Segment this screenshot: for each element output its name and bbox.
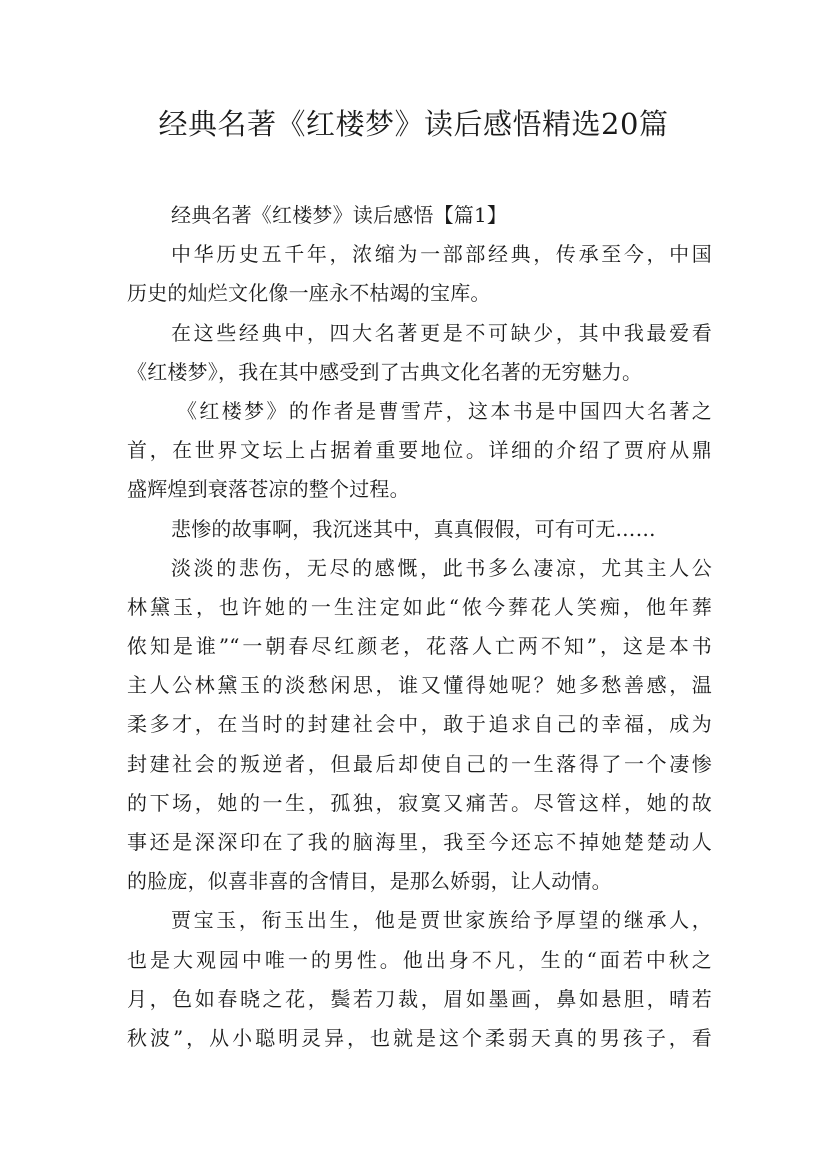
paragraph-line: 秋波”，从小聪明灵异，也就是这个柔弱天真的男孩子，看 [127,1025,712,1050]
paragraph-line: 柔多才，在当时的封建社会中，敢于追求自己的幸福，成为 [127,712,712,737]
paragraph-line: 首，在世界文坛上占据着重要地位。详细的介绍了贾府从鼎 [127,438,712,463]
document-body [127,196,712,1058]
paragraph-line: 在这些经典中，四大名著更是不可缺少，其中我最爱看 [171,320,712,345]
paragraph-line: 《红楼梦》，我在其中感受到了古典文化名著的无穷魅力。 [127,359,643,384]
paragraph-line: 淡淡的悲伤，无尽的感慨，此书多么凄凉，尤其主人公 [171,555,712,580]
paragraph-line: 月，色如春晓之花，鬓若刀裁，眉如墨画，鼻如悬胆，晴若 [127,986,712,1011]
section-heading: 经典名著《红楼梦》读后感悟【篇1】 [171,203,508,227]
paragraph-line: 侬知是谁”“一朝春尽红颜老，花落人亡两不知”，这是本书 [127,634,712,659]
paragraph-line: 封建社会的叛逆者，但最后却使自己的一生落得了一个凄惨 [127,751,712,776]
paragraph-line: 主人公林黛玉的淡愁闲思，谁又懂得她呢？她多愁善感，温 [127,673,712,698]
paragraph-line: 事还是深深印在了我的脑海里，我至今还忘不掉她楚楚动人 [127,830,712,854]
paragraph-line: 的下场，她的一生，孤独，寂寞又痛苦。尽管这样，她的故 [127,790,712,815]
paragraph-line: 的脸庞，似喜非喜的含情目，是那么娇弱，让人动情。 [127,869,612,894]
paragraph-line: 《红楼梦》的作者是曹雪芹，这本书是中国四大名著之 [177,398,712,423]
paragraph-line: 盛辉煌到衰落苍凉的整个过程。 [127,477,410,502]
paragraph-line: 贾宝玉，衔玉出生，他是贾世家族给予厚望的继承人， [171,908,712,933]
paragraph-line: 悲惨的故事啊，我沉迷其中，真真假假，可有可无…… [171,516,656,541]
paragraph-line: 林黛玉，也许她的一生注定如此“侬今葬花人笑痴，他年葬 [127,594,712,619]
paragraph-line: 中华历史五千年，浓缩为一部部经典，传承至今，中国 [171,242,712,267]
paragraph-line: 历史的灿烂文化像一座永不枯竭的宝库。 [127,281,491,306]
paragraph-line: 也是大观园中唯一的男性。他出身不凡，生的“面若中秋之 [127,947,712,972]
document-title: 经典名著《红楼梦》读后感悟精选20篇 [158,107,669,141]
